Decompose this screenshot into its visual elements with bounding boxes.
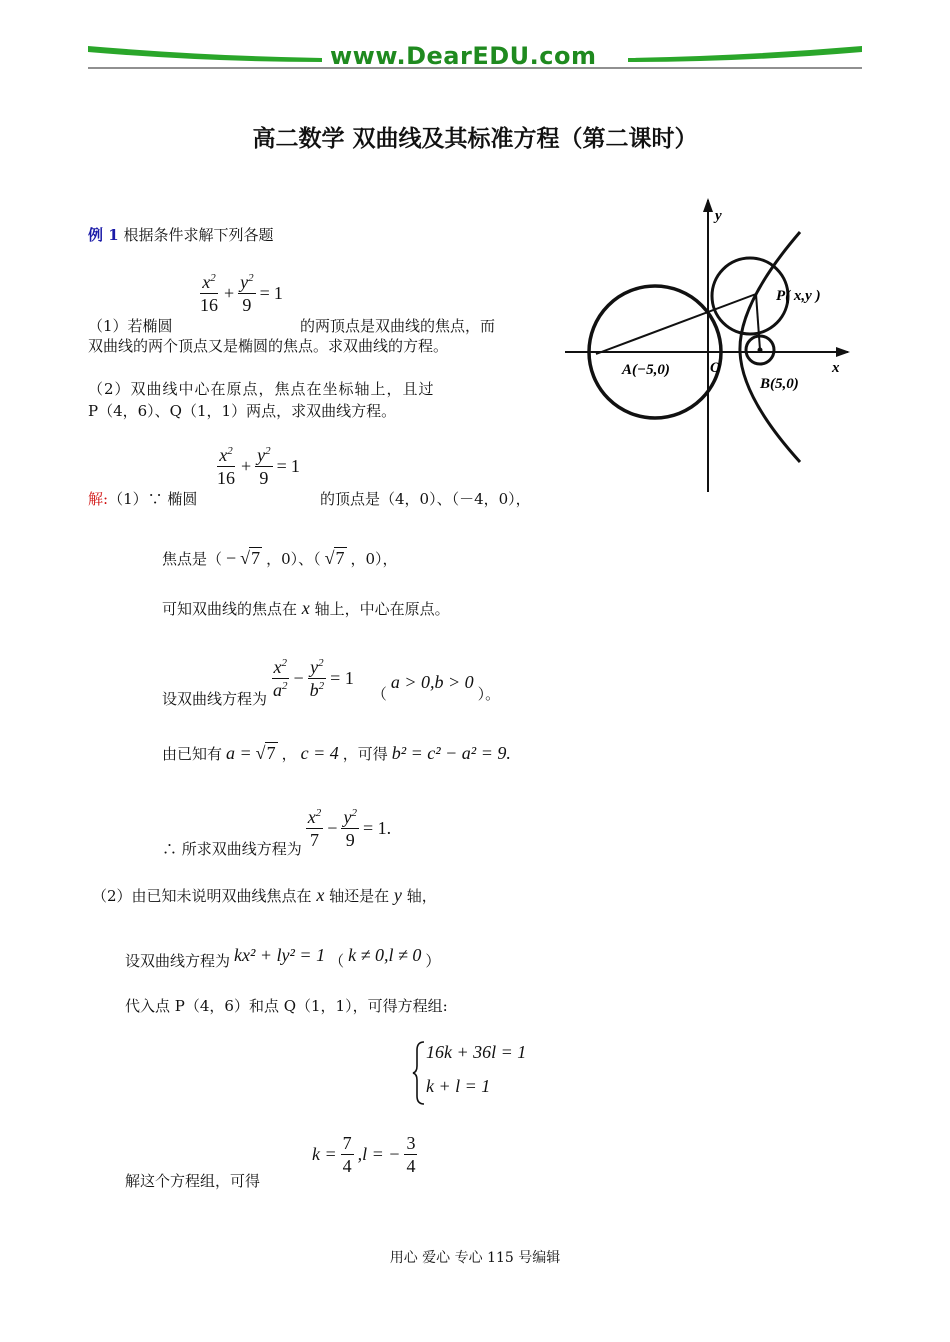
part1-prefix: （1）若椭圆 bbox=[88, 317, 173, 335]
part2-solution-line1: （2）由已知未说明双曲线焦点在 x 轴还是在 y 轴， bbox=[92, 885, 437, 905]
part2-line2: P（4，6）、Q（1，1）两点，求双曲线方程。 bbox=[88, 402, 397, 420]
part1-line2: 双曲线的两个顶点又是椭圆的焦点。求双曲线的方程。 bbox=[88, 337, 449, 355]
x-axis-arrow-icon bbox=[836, 347, 850, 357]
y-axis-arrow-icon bbox=[703, 198, 713, 212]
page-title: 高二数学 双曲线及其标准方程（第二课时） bbox=[252, 125, 698, 152]
point-b-label: B(5,0) bbox=[760, 376, 799, 392]
part1-suffix: 的两顶点是双曲线的焦点，而 bbox=[300, 317, 496, 335]
solution-label: 解: bbox=[88, 490, 109, 508]
system-equation-2: k + l = 1 bbox=[426, 1076, 491, 1096]
brace-icon bbox=[412, 1040, 426, 1106]
answer-1-line: ∴ 所求双曲线方程为 $\frac{x^2}{7}$ − $\frac{y^2}{9}$ = 1. bbox=[162, 807, 392, 858]
page-footer: 用心 爱心 专心 115 号编辑 bbox=[389, 1250, 561, 1266]
hyperbola-figure bbox=[560, 192, 855, 502]
part2-form-line: 设双曲线方程为 kx² + ly² = 1 （ k ≠ 0,l ≠ 0 ） bbox=[125, 945, 441, 970]
point-a-label: A(−5,0) bbox=[622, 362, 670, 378]
system-equation-1: 16k + 36l = 1 bbox=[426, 1042, 527, 1062]
solution-line1: 解:（1）∵ 椭圆 bbox=[88, 490, 198, 508]
y-axis-label: y bbox=[715, 208, 722, 224]
hyperbola-branch bbox=[740, 232, 800, 462]
solution-line1-tail: 的顶点是（4，0）、（－4，0）， bbox=[320, 490, 531, 508]
segment-pa bbox=[596, 294, 756, 354]
hyperbola-form-line: 设双曲线方程为 $\frac{x^2}{a^2}$ − $\frac{y^2}{b^2}$ = 1 （ a > 0,b > 0 ）。 bbox=[162, 657, 501, 708]
origin-label: O bbox=[710, 360, 721, 376]
solution-ellipse-equation: $\frac{x^2}{16}$ + $\frac{y^2}{9}$ = 1 bbox=[217, 445, 300, 488]
foci-line: 焦点是（ − √ 7 ，0）、（ √ 7 ，0）， bbox=[162, 547, 398, 568]
example-label: 例 1 bbox=[88, 226, 119, 244]
ellipse-equation: $\frac{x^2}{16}$ + $\frac{y^2}{9}$ = 1 bbox=[200, 272, 283, 315]
site-logo: www.DearEDU.com bbox=[330, 42, 597, 70]
solve-line: 解这个方程组，可得 bbox=[125, 1172, 261, 1190]
example-intro bbox=[88, 224, 273, 245]
x-axis-label: x bbox=[832, 360, 840, 376]
axis-line: 可知双曲线的焦点在 x 轴上，中心在原点。 bbox=[162, 598, 450, 618]
substitution-line: 代入点 P（4，6）和点 Q（1，1），可得方程组: bbox=[125, 997, 448, 1015]
sqrt-seven: √ 7 bbox=[240, 548, 261, 568]
known-values-line: 由已知有 a = √ 7 ， c = 4 ，可得 b² = c² − a² = 9. bbox=[162, 742, 511, 763]
point-p-label: P( x,y ) bbox=[776, 288, 821, 304]
segment-pb bbox=[756, 294, 760, 350]
sqrt-seven: √ 7 bbox=[255, 743, 276, 763]
sqrt-seven: √ 7 bbox=[324, 548, 345, 568]
system-result: k = $\frac{7}{4}$ ,l = − $\frac{3}{4}$ bbox=[312, 1133, 416, 1176]
example-intro-text: 根据条件求解下列各题 bbox=[123, 226, 274, 244]
part2-line1: （2）双曲线中心在原点，焦点在坐标轴上，且过 bbox=[88, 380, 435, 398]
